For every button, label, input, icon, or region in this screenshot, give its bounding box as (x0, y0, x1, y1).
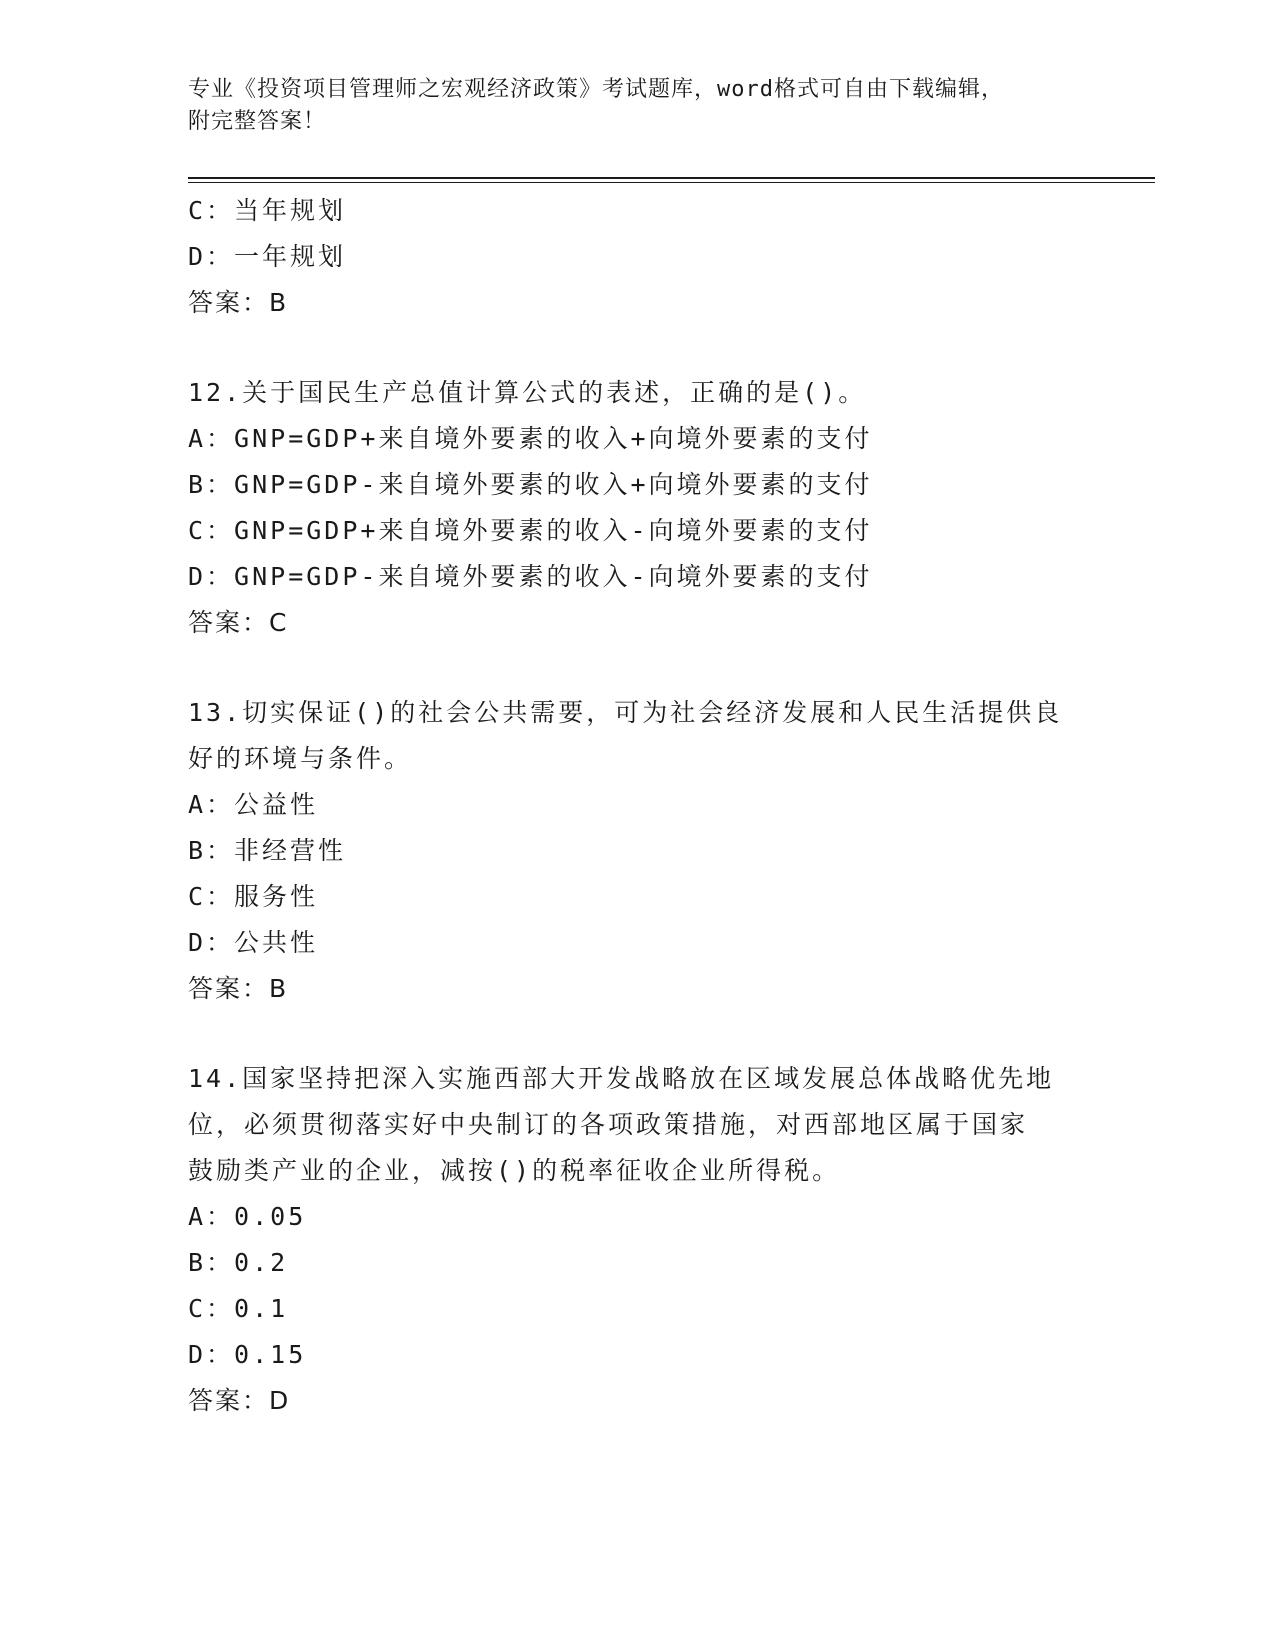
question-stem: 好的环境与条件。 (188, 744, 413, 773)
option-c: C：服务性 (188, 882, 319, 911)
option-a: A：0.05 (188, 1202, 307, 1231)
option-a: A：公益性 (188, 790, 319, 819)
option-d: D：GNP=GDP-来自境外要素的收入-向境外要素的支付 (188, 562, 873, 591)
prev-question-tail (188, 188, 1088, 326)
question-stem: 13.切实保证()的社会公共需要，可为社会经济发展和人民生活提供良 (188, 698, 1063, 727)
option-c: C：当年规划 (188, 196, 347, 225)
answer-line: 答案：C (188, 608, 289, 637)
option-b: B：非经营性 (188, 836, 347, 865)
answer-line: 答案：D (188, 1386, 291, 1415)
option-d: D：公共性 (188, 928, 319, 957)
header-rule-thin (188, 182, 1155, 183)
option-c: C：GNP=GDP+来自境外要素的收入-向境外要素的支付 (188, 516, 873, 545)
question-stem: 鼓励类产业的企业，减按()的税率征收企业所得税。 (188, 1156, 841, 1185)
document-header (188, 74, 1068, 138)
answer-line: 答案：B (188, 974, 289, 1003)
question-stem: 14.国家坚持把深入实施西部大开发战略放在区域发展总体战略优先地 (188, 1064, 1055, 1093)
header-line-2: 附完整答案！ (188, 109, 327, 134)
question-stem: 位，必须贯彻落实好中央制订的各项政策措施，对西部地区属于国家 (188, 1110, 1029, 1139)
question-12 (188, 370, 1088, 646)
question-list (188, 188, 1088, 1424)
option-c: C：0.1 (188, 1294, 289, 1323)
option-b: B：0.2 (188, 1248, 289, 1277)
option-d: D：一年规划 (188, 242, 347, 271)
question-14 (188, 1056, 1088, 1424)
header-rule-thick (188, 177, 1155, 179)
question-stem: 12.关于国民生产总值计算公式的表述，正确的是()。 (188, 378, 867, 407)
header-line-1: 专业《投资项目管理师之宏观经济政策》考试题库，word格式可自由下载编辑， (188, 77, 1004, 102)
option-a: A：GNP=GDP+来自境外要素的收入+向境外要素的支付 (188, 424, 873, 453)
question-13 (188, 690, 1088, 1012)
answer-line: 答案：B (188, 288, 289, 317)
option-b: B：GNP=GDP-来自境外要素的收入+向境外要素的支付 (188, 470, 873, 499)
option-d: D：0.15 (188, 1340, 307, 1369)
